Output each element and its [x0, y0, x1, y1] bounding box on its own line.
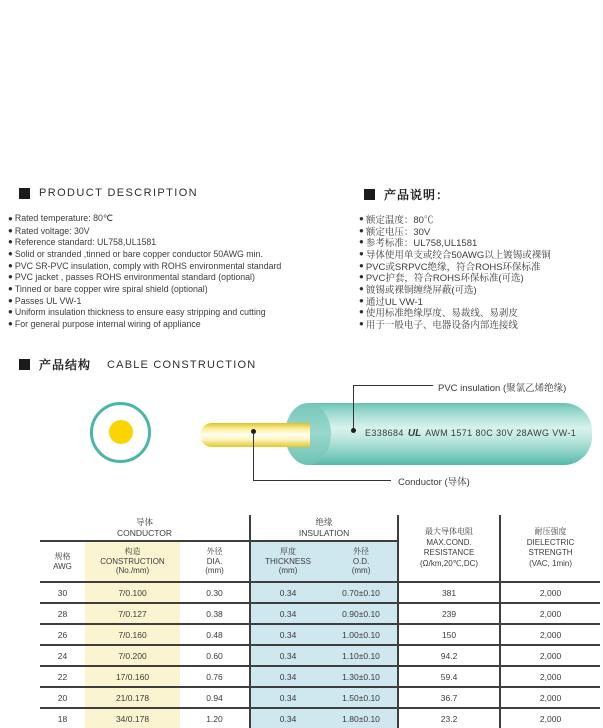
col-label: 耐压强度	[534, 527, 567, 536]
bullet-icon: ●	[8, 213, 13, 223]
table-col-construction	[85, 541, 180, 582]
cell-dielectric: 2,000	[500, 624, 600, 645]
section-title-en: CABLE CONSTRUCTION	[107, 358, 257, 371]
list-item-text: For general purpose internal wiring of appliance	[14, 319, 201, 330]
leader-line	[353, 385, 433, 386]
cell-thickness: 0.34	[250, 708, 325, 728]
bullet-icon: ●	[8, 307, 13, 317]
list-item	[8, 225, 360, 237]
cell-resistance: 59.4	[398, 666, 500, 687]
list-item	[8, 307, 360, 319]
col-label: DIA.	[206, 556, 223, 566]
table-col-dia	[180, 541, 250, 582]
spec-table-body	[40, 582, 600, 728]
cell-construction: 7/0.100	[85, 582, 180, 603]
list-item	[8, 283, 360, 295]
cell-dielectric: 2,000	[500, 645, 600, 666]
col-label: (mm)	[278, 566, 298, 576]
cell-dielectric: 2,000	[500, 687, 600, 708]
list-item-text: PVC或SRPVC绝缘，符合ROHS环保标准	[365, 261, 541, 273]
table-group-insulation	[250, 515, 398, 541]
cell-dielectric: 2,000	[500, 666, 600, 687]
cell-dia: 0.48	[180, 624, 250, 645]
section-title: 产品说明：	[384, 188, 450, 202]
table-row	[40, 624, 600, 645]
bullet-icon: ●	[8, 237, 13, 247]
cell-resistance: 150	[398, 624, 500, 645]
table-row	[40, 603, 600, 624]
cell-construction: 7/0.160	[85, 624, 180, 645]
col-label: 规格	[54, 551, 71, 561]
bullet-icon: ●	[359, 307, 364, 317]
leader-line	[353, 385, 354, 430]
cell-awg: 18	[57, 713, 68, 724]
cell-dielectric: 2,000	[500, 603, 600, 624]
col-label: 最大导体电阻	[425, 527, 474, 536]
col-label: THICKNESS	[265, 556, 311, 566]
list-item-text: 额定温度：80℃	[365, 214, 434, 226]
bullet-icon: ●	[359, 225, 364, 235]
cell-od: 1.30±0.10	[325, 666, 398, 687]
col-label: 外径	[353, 547, 370, 557]
list-item-text: PVC jacket , passes ROHS environmental standard (optional)	[14, 272, 255, 283]
cell-dielectric: 2,000	[500, 582, 600, 603]
table-row	[40, 708, 600, 728]
list-item-text: Solid or stranded ,tinned or bare copper conductor 50AWG min.	[14, 248, 263, 259]
cell-od: 1.10±0.10	[325, 645, 398, 666]
bullet-icon: ●	[8, 295, 13, 305]
section-product-description-header	[19, 187, 198, 199]
label-pvc-insulation: PVC insulation (聚氯乙烯绝缘)	[438, 383, 567, 394]
cell-awg: 30	[40, 582, 85, 603]
bullet-icon: ●	[8, 272, 13, 282]
cell-dia: 0.94	[180, 687, 250, 708]
table-col-dielectric	[500, 515, 600, 582]
table-col-awg	[40, 541, 85, 582]
list-item-text: 使用标准绝缘厚度、易裁线、易剥皮	[365, 308, 518, 320]
cell-dia: 0.30	[180, 582, 250, 603]
col-label: RESISTANCE	[423, 548, 475, 557]
cell-od: 0.90±0.10	[325, 603, 398, 624]
list-item-text: 导体使用单支或绞合50AWG以上镀锡或裸铜	[365, 249, 551, 261]
col-label: AWG	[53, 561, 72, 571]
group-label-en: CONDUCTOR	[116, 527, 173, 538]
cable-cross-section-core	[109, 420, 133, 444]
table-group-conductor	[40, 515, 250, 541]
cell-thickness: 0.34	[250, 666, 325, 687]
list-item-text: Rated voltage: 30V	[14, 225, 90, 236]
col-label: 外径	[206, 547, 223, 557]
table-col-od	[325, 541, 398, 582]
cell-awg: 22	[40, 666, 85, 687]
bullet-icon: ●	[359, 260, 364, 270]
table-col-resistance	[398, 515, 500, 582]
bullet-icon: ●	[359, 272, 364, 282]
bullet-icon: ●	[359, 248, 364, 258]
section-marker-icon	[364, 189, 375, 200]
table-row	[40, 645, 600, 666]
list-item-text: PVC护套，符合ROHS环保标准(可选)	[365, 273, 524, 285]
col-label: 构造	[124, 547, 141, 557]
list-item	[8, 318, 360, 330]
bullet-icon: ●	[8, 319, 13, 329]
cell-resistance: 94.2	[398, 645, 500, 666]
list-item-text: 通过UL VW-1	[365, 296, 423, 308]
cable-print-legend	[365, 427, 576, 439]
col-label: MAX.COND.	[426, 537, 472, 547]
list-item-text: Passes UL VW-1	[14, 295, 82, 306]
cell-resistance: 36.7	[398, 687, 500, 708]
cell-dielectric: 2,000	[539, 713, 562, 724]
cell-dia: 0.76	[180, 666, 250, 687]
ul-mark-icon: UL	[407, 427, 422, 439]
bullet-icon: ●	[8, 260, 13, 270]
bullet-icon: ●	[359, 319, 364, 329]
section-cable-construction-header	[19, 356, 256, 373]
col-label: O.D.	[352, 556, 370, 566]
list-item-text: 额定电压：30V	[365, 226, 431, 238]
cell-dia: 0.38	[180, 603, 250, 624]
list-item-text: Reference standard: UL758,UL1581	[14, 237, 157, 248]
product-description-list	[8, 213, 360, 330]
cell-thickness: 0.34	[250, 603, 325, 624]
col-label: (mm)	[351, 566, 371, 576]
list-item-text: 参考标准：UL758,UL1581	[365, 238, 478, 250]
bullet-icon: ●	[8, 225, 13, 235]
cell-construction: 21/0.178	[85, 687, 180, 708]
bullet-icon: ●	[359, 283, 364, 293]
table-row	[40, 666, 600, 687]
cell-resistance: 239	[398, 603, 500, 624]
col-label: STRENGTH	[528, 548, 573, 557]
col-label: (No./mm)	[115, 566, 150, 576]
label-conductor: Conductor (导体)	[398, 477, 470, 488]
group-label-zh: 导体	[136, 517, 154, 527]
list-item-text: Uniform insulation thickness to ensure easy stripping and cutting	[14, 307, 266, 318]
cell-thickness: 0.34	[250, 645, 325, 666]
list-item-text: Tinned or bare copper wire spiral shield (optional)	[14, 283, 208, 294]
list-item	[8, 213, 360, 225]
table-row	[40, 582, 600, 603]
cell-od: 1.50±0.10	[325, 687, 398, 708]
list-item	[8, 260, 360, 272]
col-label: DIELECTRIC	[526, 537, 575, 547]
group-label-en: INSULATION	[298, 527, 350, 538]
bullet-icon: ●	[359, 237, 364, 247]
col-label: (Ω/km,20℃,DC)	[420, 558, 479, 568]
cell-od: 0.70±0.10	[325, 582, 398, 603]
cell-thickness: 0.34	[250, 582, 325, 603]
table-row	[40, 687, 600, 708]
table-col-thickness	[250, 541, 325, 582]
cell-awg: 26	[40, 624, 85, 645]
list-item	[8, 271, 360, 283]
col-label: 厚度	[280, 547, 297, 557]
cell-awg: 24	[40, 645, 85, 666]
cell-resistance: 381	[398, 582, 500, 603]
section-marker-icon	[19, 188, 30, 199]
cell-thickness: 0.34	[250, 687, 325, 708]
leader-line	[253, 433, 254, 480]
cable-spec-text: AWM 1571 80C 30V 28AWG VW-1	[425, 428, 577, 438]
bullet-icon: ●	[8, 248, 13, 258]
list-item-text: 镀锡或裸铜缠绕屏蔽(可选)	[365, 284, 477, 296]
cell-dia: 1.20	[180, 708, 250, 728]
bullet-icon: ●	[8, 283, 13, 293]
list-item	[8, 248, 360, 260]
leader-dot	[351, 428, 356, 433]
group-label-zh: 绝缘	[315, 517, 333, 527]
section-product-notes-header	[364, 186, 449, 203]
cell-awg: 20	[40, 687, 85, 708]
cell-construction: 34/0.178	[85, 708, 180, 728]
list-item-text: PVC SR-PVC insulation, comply with ROHS environmental standard	[14, 260, 282, 271]
list-item-text: Rated temperature: 80℃	[14, 213, 113, 224]
cell-thickness: 0.34	[250, 624, 325, 645]
leader-line	[253, 480, 391, 481]
cell-construction: 7/0.200	[85, 645, 180, 666]
cell-od: 1.00±0.10	[325, 624, 398, 645]
col-label: (mm)	[205, 566, 224, 576]
cell-awg: 28	[40, 603, 85, 624]
list-item-text: 用于一般电子、电器设备内部连接线	[365, 320, 518, 332]
bullet-icon: ●	[359, 295, 364, 305]
list-item	[359, 318, 601, 330]
spec-table	[40, 515, 600, 728]
cell-construction: 17/0.160	[85, 666, 180, 687]
section-title: PRODUCT DESCRIPTION	[39, 187, 199, 199]
cert-number: E338684	[365, 428, 404, 438]
section-marker-icon	[19, 359, 30, 370]
col-label: CONSTRUCTION	[100, 556, 165, 566]
list-item	[8, 236, 360, 248]
cell-resistance: 23.2	[398, 708, 500, 728]
bullet-icon: ●	[359, 213, 364, 223]
cell-dia: 0.60	[180, 645, 250, 666]
col-label: (VAC, 1min)	[529, 558, 573, 568]
cable-conductor-core	[200, 423, 310, 447]
product-notes-list	[359, 213, 601, 330]
cell-od: 1.80±0.10	[325, 708, 398, 728]
cell-construction: 7/0.127	[85, 603, 180, 624]
section-title-zh: 产品结构	[39, 358, 92, 372]
list-item	[8, 295, 360, 307]
